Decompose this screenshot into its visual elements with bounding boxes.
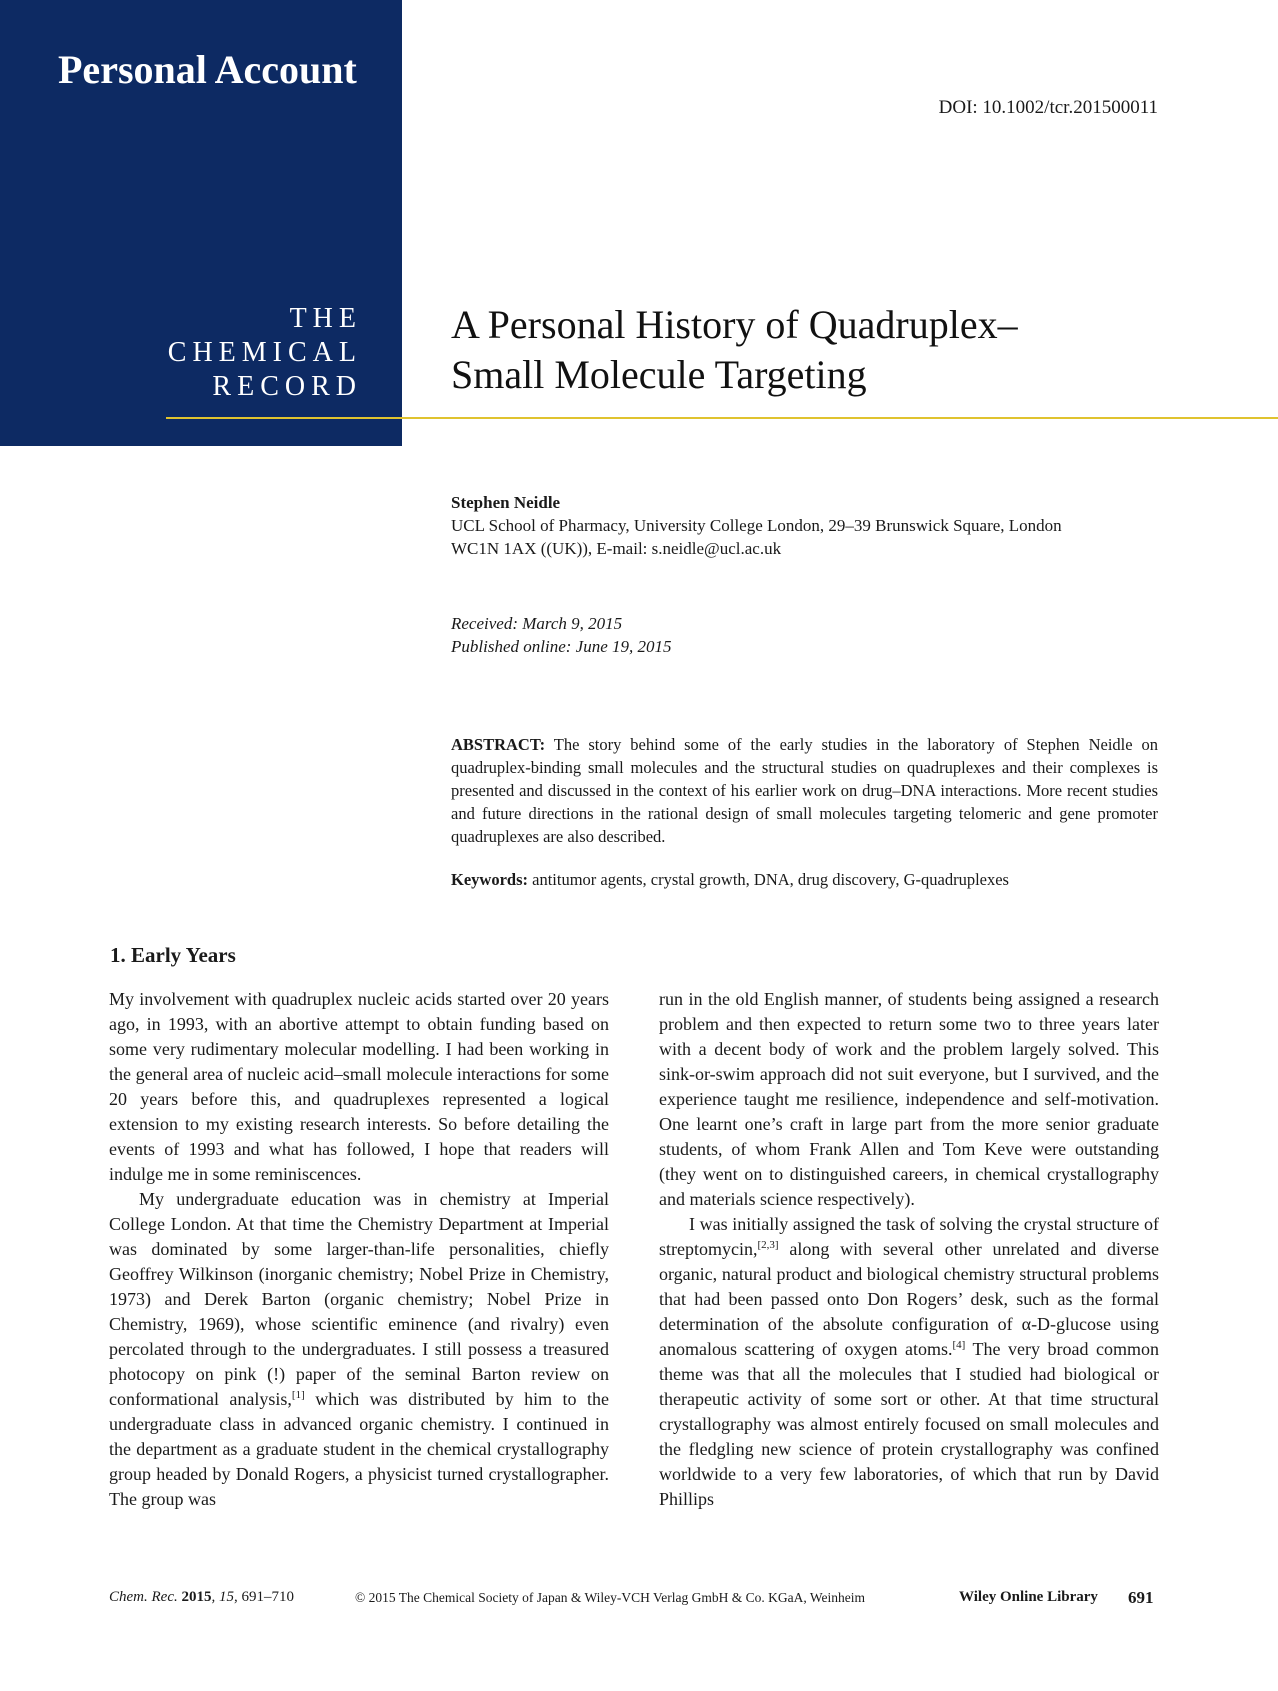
- doi[interactable]: DOI: 10.1002/tcr.201500011: [938, 97, 1158, 118]
- keywords-label: Keywords:: [451, 870, 528, 889]
- page-footer: [0, 1589, 1278, 1613]
- text-run: which was distributed by him to the undergraduate class in advanced organic chemistry. I continued in the department as a graduate student in the chemical crystallography group headed by Donald Rogers, a physicist turned crystallographer. The group was: [109, 1389, 609, 1509]
- abstract-label: ABSTRACT:: [451, 735, 546, 754]
- paragraph: [659, 1212, 1159, 1512]
- text-run: My undergraduate education was in chemistry at Imperial College London. At that time the Chemistry Department at Imperial was dominated by some larger-than-life personalities, chiefly Geoffrey Wilkinson (inorganic chemistry; Nobel Prize in Chemistry, 1973) and Derek Barton (organic chemistry; Nobel Prize in Chemistry, 1969), whose scientific eminence (and rivalry) even percolated through to the undergraduates. I still possess a treasured photocopy on pink (!) paper of the seminal Barton review on conformational analysis,: [109, 1189, 609, 1409]
- keywords: [451, 868, 1158, 891]
- journal-volume: 15: [218, 1589, 234, 1605]
- body-column-left: [109, 987, 609, 1512]
- citation-ref[interactable]: [4]: [952, 1339, 966, 1351]
- section-label: Personal Account: [58, 47, 357, 92]
- section-heading: 1. Early Years: [110, 943, 236, 967]
- title-line: A Personal History of Quadruplex–: [451, 302, 1018, 347]
- journal-year: 2015: [181, 1589, 212, 1605]
- text-run: along with several other unrelated and diverse organic, natural product and biological chemistry structural problems that had been passed onto Don Rogers’ desk, such as the formal determination of the absolute configuration of α-D-glucose using anomalous scattering of oxygen atoms.: [659, 1239, 1159, 1359]
- page-number: 691: [1128, 1588, 1154, 1607]
- citation-ref[interactable]: [1]: [291, 1389, 305, 1401]
- title-line: Small Molecule Targeting: [451, 352, 867, 397]
- article-dates: [451, 612, 672, 658]
- journal-abbrev: Chem. Rec.: [109, 1589, 178, 1605]
- journal-logo-line: THE: [289, 303, 362, 334]
- published-date: Published online: June 19, 2015: [451, 637, 672, 656]
- header-rule: [166, 417, 1278, 419]
- article-title: [451, 300, 1231, 400]
- abstract-text: The story behind some of the early studies in the laboratory of Stephen Neidle on quadruplex-binding small molecules and the structural studies on quadruplexes and their complexes is presented and discussed in the context of his earlier work on drug–DNA interactions. More recent studies and future directions in the rational design of small molecules targeting telomeric and gene promoter quadruplexes are also described.: [451, 735, 1158, 846]
- journal-logo-line: RECORD: [212, 371, 362, 402]
- journal-header-block: [0, 0, 402, 446]
- body-column-right: [659, 987, 1159, 1512]
- affiliation: WC1N 1AX ((UK)), E-mail: s.neidle@ucl.ac.uk: [451, 539, 782, 558]
- paragraph: run in the old English manner, of students being assigned a research problem and then expected to return some two to three years later with a decent body of work and the problem largely solved. This sink-or-swim approach did not suit everyone, but I survived, and the experience taught me resilience, independence and self-motivation. One learnt one’s craft in large part from the more senior graduate students, of whom Frank Allen and Tom Keve were outstanding (they went on to distinguished careers, in chemical crystallography and materials science respectively).: [659, 989, 1159, 1209]
- abstract: [451, 733, 1158, 848]
- affiliation: UCL School of Pharmacy, University College London, 29–39 Brunswick Square, London: [451, 516, 1062, 535]
- journal-citation: Chem. Rec. 2015, 15, 691–710: [109, 1589, 294, 1605]
- copyright: © 2015 The Chemical Society of Japan & Wiley-VCH Verlag GmbH & Co. KGaA, Weinheim: [355, 1590, 866, 1605]
- text-run: The very broad common theme was that all the molecules that I studied had biological or therapeutic activity of some sort or other. At that time structural crystallography was almost entirely focused on small molecules and the fledgling new science of protein crystallography was confined worldwide to a very few laboratories, of which that run by David Phillips: [659, 1339, 1159, 1509]
- author-block: [451, 491, 1171, 560]
- keywords-text: antitumor agents, crystal growth, DNA, drug discovery, G-quadruplexes: [532, 870, 1009, 889]
- citation-ref[interactable]: [2,3]: [757, 1239, 779, 1251]
- journal-pages: , 691–710: [233, 1589, 294, 1605]
- journal-logo: [62, 302, 362, 404]
- journal-logo-line: CHEMICAL: [167, 337, 362, 368]
- author-name: Stephen Neidle: [451, 493, 561, 512]
- received-date: Received: March 9, 2015: [451, 614, 623, 633]
- wiley-library-link[interactable]: Wiley Online Library: [959, 1589, 1098, 1605]
- text-run: I was initially assigned the task of solving the crystal structure of streptomycin,: [659, 1214, 1159, 1259]
- paragraph: My involvement with quadruplex nucleic acids started over 20 years ago, in 1993, with an abortive attempt to obtain funding based on some very rudimentary molecular modelling. I had been working in the general area of nucleic acid–small molecule interactions for some 20 years before this, and quadruplexes represented a logical extension to my existing research interests. So before detailing the events of 1993 and what has followed, I hope that readers will indulge me in some reminiscences.: [109, 989, 609, 1184]
- paragraph: [109, 1187, 609, 1512]
